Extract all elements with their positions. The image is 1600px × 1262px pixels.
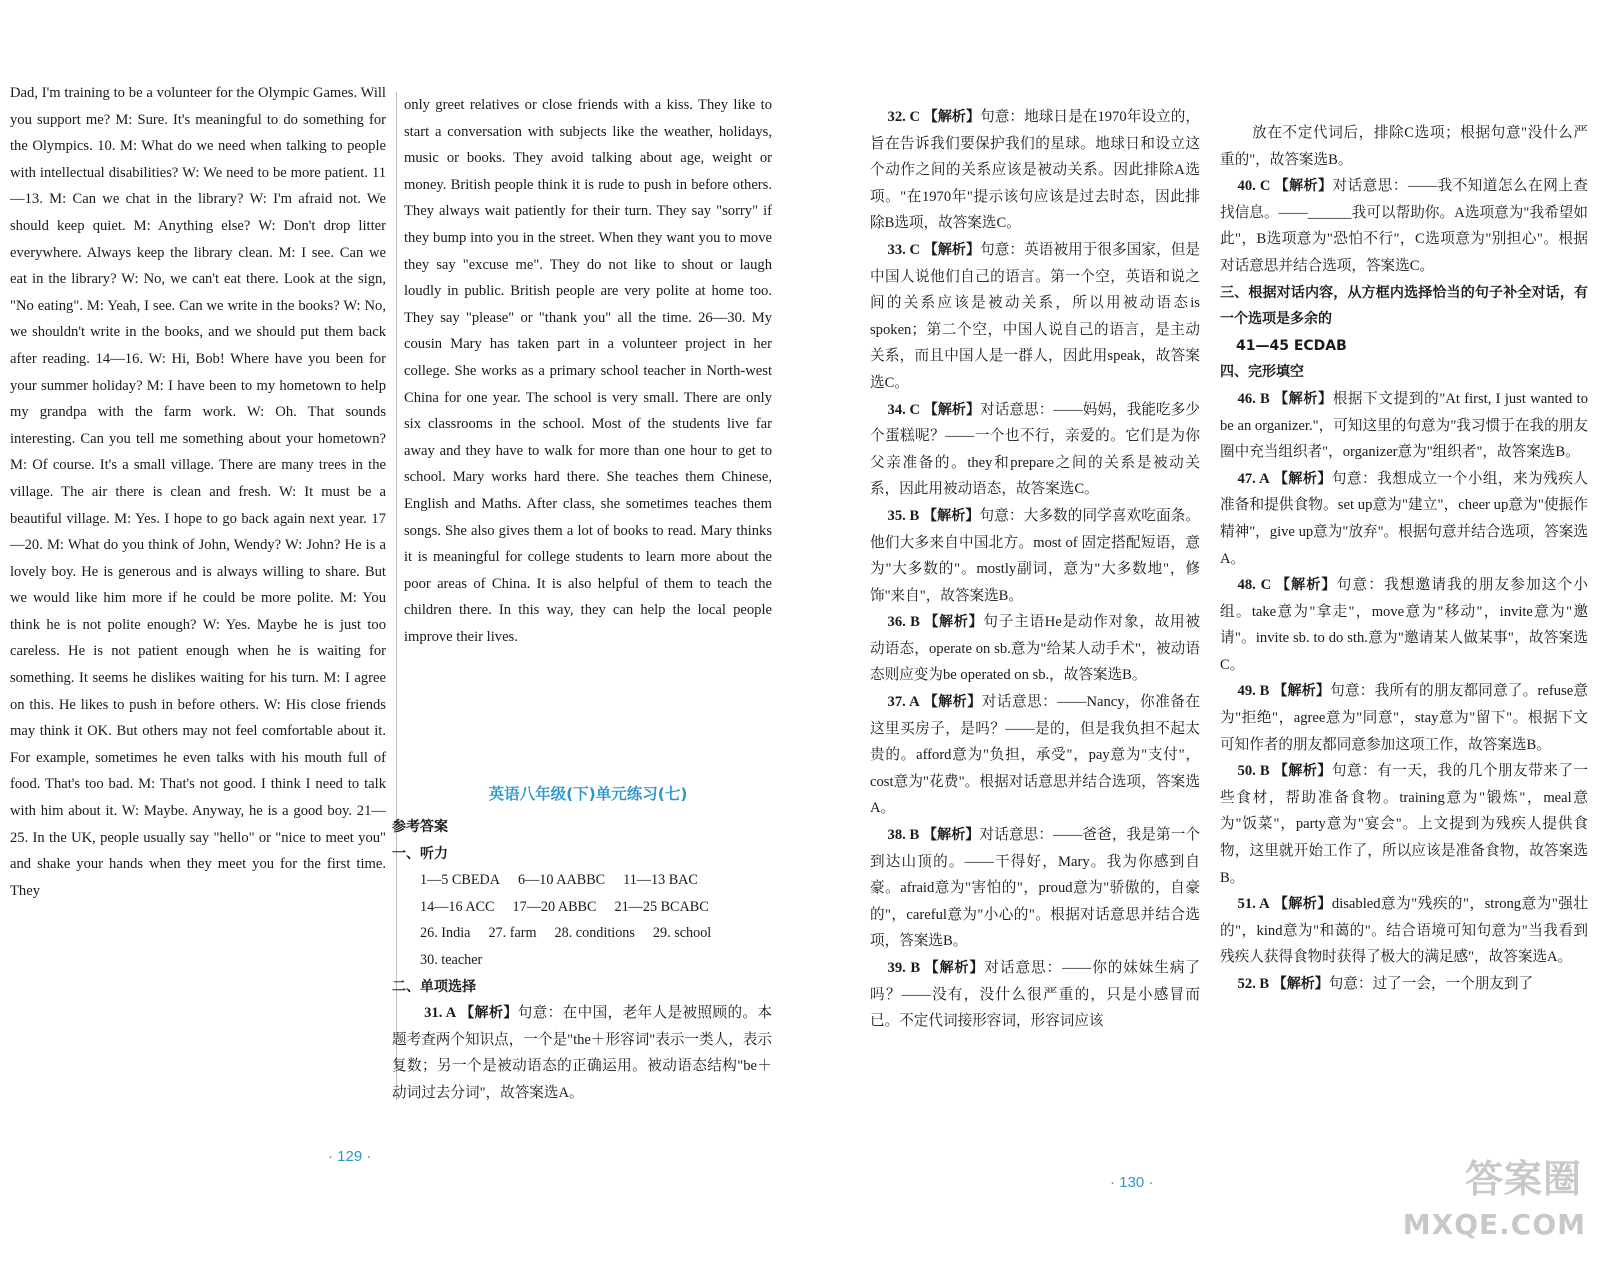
unit-title: 英语八年级(下)单元练习(七) — [488, 785, 688, 803]
answer-48 — [1220, 572, 1588, 678]
analysis-tag: 【解析】 — [923, 827, 980, 844]
watermark-text: 答案圈 — [1464, 1157, 1582, 1201]
analysis-text: 句意：地球日是在1970年设立的，旨在告诉我们要保护我们的星球。地球日和设立这个动作之间的关系应该是被动关系。因此排除A选项。"在1970年"提示该句应该是过去时态，因此排除B选项，故答案选C。 — [870, 109, 1200, 232]
analysis-text: 根据下文提到的"At first, I just wanted to be an organizer."，可知这里的句意为"我习惯于在我的朋友圈中充当组织者"，organizer意为"组织者"，故答案选B。 — [1220, 390, 1589, 461]
listening-answer: 27. farm — [488, 925, 537, 942]
question-number: 52. B — [1237, 976, 1270, 992]
analysis-text: 句意：过了一会，一个朋友到了 — [1328, 976, 1534, 992]
question-number: 51. A — [1237, 896, 1270, 913]
question-number: 48. C — [1237, 577, 1272, 594]
answer-32 — [870, 104, 1200, 237]
analysis-tag: 【解析】 — [1273, 470, 1332, 487]
analysis-text: 对话意思：——爸爸，我是第一个到达山顶的。——干得好，Mary。我为你感到自豪。afraid意为"害怕的"，proud意为"骄傲的，自豪的"，careful意为"小心的"。根据对话意思并结合选项，答案选B。 — [870, 827, 1200, 950]
analysis-tag: 【解析】 — [1273, 683, 1331, 700]
listening-answer: 11—13 BAC — [623, 872, 698, 889]
answer-46 — [1220, 386, 1588, 466]
question-number: 36. B — [887, 614, 920, 631]
analysis-text: 对话意思：——我不知道怎么在网上查找信息。——______我可以帮助你。A选项意为"我希望如此"，B选项意为"恐怕不行"，C选项意为"别担心"。根据对话意思并结合选项，答案选C。 — [1220, 178, 1588, 274]
answer-49 — [1220, 678, 1588, 758]
analysis-text: 句意：大多数的同学喜欢吃面条。他们大多来自中国北方。most of 固定搭配短语，意为"大多数的"。mostly副词，意为"大多数地"，修饰"来自"，故答案选B。 — [870, 507, 1201, 604]
listening-answer: 29. school — [652, 925, 712, 942]
watermark-logo — [1370, 1150, 1590, 1250]
analysis-text: 对话意思：——Nancy，你准备在这里买房子，是吗？——是的，但是我负担不起太贵的。afford意为"负担，承受"，pay意为"支付"，cost意为"花费"。根据对话意思并结合选项，答案选A。 — [870, 694, 1201, 817]
listening-answer: 6—10 AABBC — [518, 872, 606, 889]
page-number-right: · 130 · — [1110, 1174, 1154, 1191]
listening-script-part1: Dad, I'm training to be a volunteer for the Olympic Games. Will you support me? M: Sure. It's meaningful to do something for the Olympics. 10. M: What do we need when talking to people with intellectual disabilities? W: We need to be more patient. 11—13. M: Can we chat in the library? W: I'm afraid not. We should keep quiet. M: Anything else? W: Don't drop litter everywhere. Always keep the library clean. M: I see. Can we eat in the library? W: No, we can't eat there. Look at the sign, "No eating". M: Yeah, I see. Can we write in the books? W: No, we shouldn't write in the books, and we should put them back after reading. 14—16. W: Hi, Bob! Where have you been for your summer holiday? M: I have been to my hometown to help my grandpa with the farm work. W: Oh. That sounds interesting. Can you tell me something about your hometown? M: Of course. It's a small village. There are many trees in the village. The air there is clean and fresh. W: It must be a beautiful village. M: Yes. I hope to go back again next year. 17—20. M: What do you think of John, Wendy? W: John? He is a lovely boy. He is generous and is always willing to share. But we would like him more if he could be more polite. M: You think he is not polite enough? W: Yes. Maybe he is just too careless. He is not patient enough when he is waiting for something. It seems he dislikes waiting for his turn. M: I agree on this. He likes to push in before others. W: His close friends may think it OK. But others may not feel comfortable about it. For example, sometimes he even talks with his mouth full of food. That's too bad. M: That's not good. I think I need to talk with him about it. W: Maybe. Anyway, he is a good boy. 21—25. In the UK, people usually say "hello" or "nice to meet you" and shake your hands when they meet you for the first time. They — [10, 85, 386, 899]
question-number: 31. A — [424, 1005, 457, 1022]
analysis-text: 句意：在中国，老年人是被照顾的。本题考查两个知识点，一个是"the＋形容词"表示一类人，表示复数；另一个是被动语态的正确运用。被动语态结构"be＋动词过去分词"，故答案选A。 — [392, 1005, 772, 1101]
analysis-tag: 【解析】 — [923, 241, 981, 258]
page-number-left: · 129 · — [328, 1148, 372, 1165]
analysis-text: disabled意为"残疾的"，strong意为"强壮的"，kind意为"和蔼的"。结合语境可知句意为"当我看到残疾人获得食物时获得了极大的满足感"，故答案选A。 — [1220, 896, 1589, 966]
analysis-text: 句子主语He是动作对象，故用被动语态，operate on sb.意为"给某人动手术"，被动语态则应变为be operated on sb.，故答案选B。 — [870, 614, 1201, 684]
listening-answer: 21—25 BCABC — [614, 898, 709, 915]
listening-answer: 1—5 CBEDA — [420, 872, 501, 889]
answer-35 — [870, 503, 1200, 609]
analysis-text: 句意：我想邀请我的朋友参加这个小组。take意为"拿走"，move意为"移动"，invite意为"邀请"。invite sb. to do sth.意为"邀请某人做某事"，故答案选C。 — [1220, 577, 1589, 673]
section-single-choice-heading: 二、单项选择 — [392, 978, 476, 995]
question-number: 46. B — [1237, 390, 1270, 407]
listening-answers — [392, 867, 772, 973]
analysis-tag: 【解析】 — [923, 109, 981, 125]
right-page-column-2 — [1220, 120, 1588, 998]
watermark-url: MXQE.COM — [1402, 1208, 1586, 1241]
question-number: 38. B — [887, 827, 920, 844]
listening-answer: 14—16 ACC — [420, 898, 495, 915]
question-number: 32. C — [887, 109, 921, 125]
listening-answer: 17—20 ABBC — [512, 898, 597, 915]
section-dialogue-heading: 三、根据对话内容，从方框内选择恰当的句子补全对话，有一个选项是多余的 — [1220, 284, 1588, 328]
answer-40 — [1220, 173, 1588, 279]
left-page-column-1 — [10, 80, 386, 904]
analysis-tag: 【解析】 — [923, 694, 982, 711]
answer-39-continued: 放在不定代词后，排除C选项；根据句意"没什么严重的"，故答案选B。 — [1220, 125, 1588, 168]
answer-key-block — [392, 814, 772, 1107]
question-number: 34. C — [887, 401, 921, 418]
answer-47 — [1220, 466, 1588, 572]
analysis-tag: 【解析】 — [1272, 976, 1329, 992]
analysis-text: 对话意思：——你的妹妹生病了吗？——没有，没什么很严重的，只是小感冒而已。不定代词接形容词，形容词应该 — [870, 960, 1200, 1030]
analysis-tag: 【解析】 — [1274, 390, 1333, 407]
analysis-text: 句意：我想成立一个小组，来为残疾人准备和提供食物。set up意为"建立"，cheer up意为"使振作精神"，give up意为"放弃"。根据句意并结合选项，答案选A。 — [1220, 470, 1589, 567]
analysis-tag: 【解析】 — [1275, 577, 1337, 594]
answer-33 — [870, 237, 1200, 397]
answers-41-45: 41—45 ECDAB — [1236, 337, 1347, 354]
answer-50 — [1220, 758, 1588, 891]
analysis-text: 句意：英语被用于很多国家，但是中国人说他们自己的语言。第一个空，英语和说之间的关系应该是被动关系，所以用被动语态is spoken；第二个空，中国人说自己的语言，是主动关系，而且中国人是一群人，因此用speak，故答案选C。 — [870, 241, 1200, 391]
question-number: 39. B — [887, 960, 921, 976]
question-number: 35. B — [887, 507, 920, 524]
question-number: 33. C — [887, 241, 921, 258]
answer-34 — [870, 397, 1200, 503]
reference-answer-heading: 参考答案 — [392, 819, 448, 835]
answer-38 — [870, 822, 1200, 955]
answer-39 — [870, 955, 1200, 1035]
listening-answer: 30. teacher — [420, 951, 483, 968]
question-number: 50. B — [1237, 763, 1270, 780]
analysis-tag: 【解析】 — [1273, 763, 1332, 780]
section-listening-heading: 一、听力 — [392, 845, 448, 862]
answer-52 — [1220, 971, 1588, 998]
listening-answer: 28. conditions — [554, 925, 635, 942]
question-number: 49. B — [1237, 683, 1270, 700]
question-number: 40. C — [1237, 178, 1271, 195]
section-cloze-heading: 四、完形填空 — [1220, 364, 1304, 381]
analysis-tag: 【解析】 — [1273, 896, 1332, 913]
analysis-tag: 【解析】 — [460, 1005, 518, 1022]
analysis-tag: 【解析】 — [924, 960, 985, 976]
listening-answer: 26. India — [420, 925, 471, 942]
analysis-tag: 【解析】 — [923, 401, 981, 418]
answer-31 — [392, 1000, 772, 1106]
answer-51 — [1220, 891, 1588, 971]
analysis-text: 句意：有一天，我的几个朋友带来了一些食材，帮助准备食物。training意为"锻炼"，meal意为"饭菜"，party意为"宴会"。上文提到为残疾人提供食物，这里就开始工作了，所以应该是准备食物，故答案选B。 — [1220, 763, 1589, 886]
left-page-column-2 — [404, 92, 772, 650]
question-number: 47. A — [1237, 470, 1270, 487]
analysis-text: 句意：我所有的朋友都同意了。refuse意为"拒绝"，agree意为"同意"，stay意为"留下"。根据下文可知作者的朋友都同意参加这项工作，故答案选B。 — [1220, 683, 1589, 753]
analysis-text: 对话意思：——妈妈，我能吃多少个蛋糕呢？——一个也不行，亲爱的。它们是为你父亲准备的。they和prepare之间的关系是被动关系，因此用被动语态，故答案选C。 — [870, 401, 1200, 498]
answer-36 — [870, 609, 1200, 689]
analysis-tag: 【解析】 — [923, 507, 980, 524]
listening-script-part2: only greet relatives or close friends with a kiss. They like to start a conversation with subjects like the weather, holidays, music or books. They avoid talking about age, weight or money. British people think it is rude to push in before others. They always wait patiently for their turn. They say "sorry" if they bump into you in the street. When they want you to move they say "excuse me". They do not like to shout or laugh loudly in public. British people are very polite at home too. They say "please" or "thank you" all the time. 26—30. My cousin Mary has taken part in a volunteer project in her college. She works as a primary school teacher in North-west China for one year. The school is very small. There are only six classrooms in the school. Most of the students live far away and they have to walk for more than one hour to get to school. Mary works hard there. She teaches them Chinese, English and Maths. After class, she sometimes teaches them songs. She also gives them a lot of books to read. Mary thinks it is meaningful for college students to learn more about the poor areas of China. It is also helpful of them to teach the children there. In this way, they can help the local people improve their lives. — [404, 97, 772, 645]
answer-37 — [870, 689, 1200, 822]
question-number: 37. A — [887, 694, 920, 711]
analysis-tag: 【解析】 — [1274, 178, 1333, 195]
right-page-column-1 — [870, 104, 1200, 1035]
analysis-tag: 【解析】 — [924, 614, 984, 631]
